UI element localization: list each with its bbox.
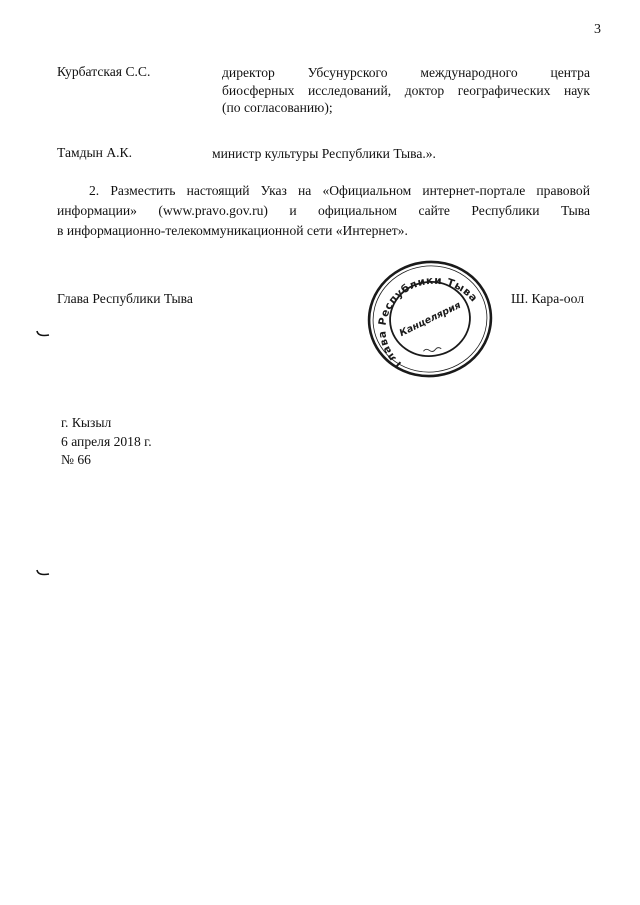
paragraph-line: в информационно-телекоммуникационной сети «Интернет».: [57, 223, 408, 238]
member-role: [212, 145, 436, 163]
member-role-line: биосферных исследований, доктор географических наук: [222, 82, 590, 98]
member-role-line: директор Убсунурского международного центра: [222, 65, 590, 80]
footer-city: г. Кызыл: [61, 415, 112, 430]
paragraph-line: 2. Разместить настоящий Указ на «Официальном интернет-портале правовой: [89, 183, 590, 198]
decree-footer: [61, 414, 152, 470]
decree-paragraph: [57, 181, 590, 241]
footer-date: 6 апреля 2018 г.: [61, 433, 152, 449]
stamp-ring-text: Глава Республики Тыва: [376, 274, 480, 371]
margin-mark: [36, 330, 50, 338]
margin-mark: [36, 569, 50, 577]
signature-name: Ш. Кара-оол: [511, 291, 584, 306]
page-number: 3: [594, 22, 601, 37]
paragraph-line: информации» (www.pravo.gov.ru) и официальном сайте Республики Тыва: [57, 203, 590, 218]
signature-title: Глава Республики Тыва: [57, 291, 193, 306]
member-role: [222, 64, 590, 117]
stamp-squiggle: [423, 347, 441, 352]
member-role-line: министр культуры Республики Тыва.».: [212, 146, 436, 161]
official-stamp: [363, 255, 498, 383]
footer-number: № 66: [61, 452, 91, 467]
member-name: Тамдын А.К.: [57, 145, 133, 160]
member-role-line: (по согласованию);: [222, 100, 333, 115]
stamp-center-text: Канцелярия: [397, 299, 463, 340]
member-name: Курбатская С.С.: [57, 64, 151, 79]
